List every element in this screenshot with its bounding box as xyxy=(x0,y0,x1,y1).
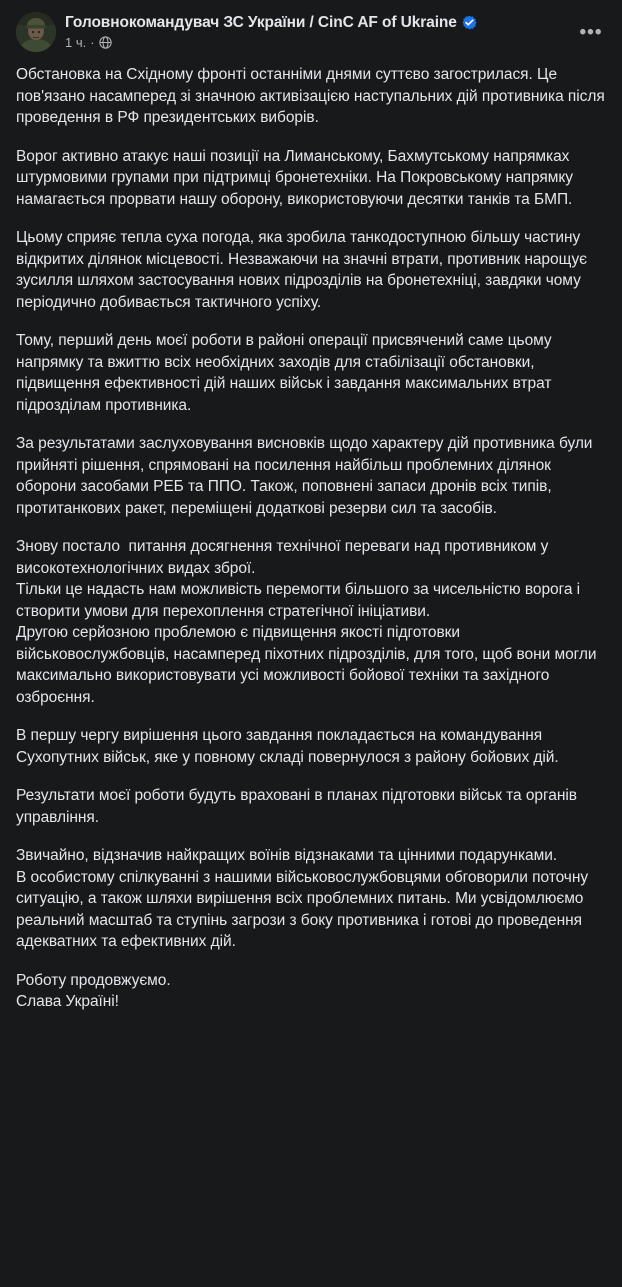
meta-separator: · xyxy=(90,35,95,50)
soldier-portrait-avatar xyxy=(16,12,56,52)
post-paragraph: Звичайно, відзначив найкращих воїнів відзнаками та цінними подарунками. xyxy=(16,847,558,864)
post-paragraph: Цьому сприяє тепла суха погода, яка зробила танкодоступною більшу частину відкритих ділянок місцевості. Незважаючи на значні втрати, противник нарощує зусилля шляхом застосування нових підрозділів на бронетехніці, завдяки чому періодично добивається тактичного успіху. xyxy=(16,229,592,311)
globe-icon[interactable] xyxy=(99,36,112,49)
post-paragraph: Роботу продовжуємо. xyxy=(16,971,171,989)
post-text xyxy=(16,58,609,1013)
post-paragraph: Ворог активно атакує наші позиції на Лиманському, Бахмутському напрямках штурмовими групами при підтримці бронетехніки. На Покровському напрямку намагається прорвати нашу оборону, використовуючи десятки танків та БМП. xyxy=(16,147,578,208)
post-header-text xyxy=(65,12,606,50)
verified-badge-icon xyxy=(462,15,477,30)
post-paragraph: Слава Україні! xyxy=(16,993,119,1010)
post-paragraph: Результати моєї роботи будуть враховані в планах підготовки військ та органів управління. xyxy=(16,787,582,826)
post-paragraph: Обстановка на Східному фронті останніми днями суттєво загострилася. Це пов'язано насамперед зі значною активізацією наступальних дій противника після проведення в РФ президентських виборів. xyxy=(16,66,609,126)
post-paragraph: В особистому спілкуванні з нашими військовослужбовцями обговорили поточну ситуацію, а також шляхи вирішення всіх проблемних питань. Ми усвідомлюємо реальний масштаб та ступінь загрози з боку противника і готові до проведення адекватних та ефективних дій. xyxy=(16,868,593,950)
page-name[interactable]: Головнокомандувач ЗС України / CinC AF of Ukraine xyxy=(65,14,457,31)
avatar[interactable] xyxy=(16,12,56,52)
post-timestamp[interactable]: 1 ч. xyxy=(65,35,87,50)
post-paragraph: Другою серйозною проблемою є підвищення якості підготовки військовослужбовців, насамперед піхотних підрозділів, для того, щоб вони могли максимально використовувати усі можливості бойової техніки та західного озброєння. xyxy=(16,624,601,706)
post-paragraph: Тому, перший день моєї роботи в районі операції присвячений саме цьому напрямку та вжиттю всіх необхідних заходів для стабілізації обстановки, підвищення ефективності дій наших військ і завдання максимальних втрат підрозділам противника. xyxy=(16,332,556,414)
post-paragraph: За результатами заслуховування висновків щодо характеру дій противника були прийняті рішення, спрямовані на посилення найбільш проблемних ділянок оборони засобами РЕБ та ППО. Також, поповнені запаси дронів всіх типів, протитанкових ракет, переміщені додаткові резерви сил та засобів. xyxy=(16,435,597,517)
post-paragraph: Тільки це надасть нам можливість перемогти більшого за чисельністю ворога і створити умови для перехоплення стратегічної ініціативи. xyxy=(16,581,585,620)
post-options-menu-icon[interactable]: ••• xyxy=(579,22,603,43)
author-row xyxy=(65,13,606,32)
post-paragraph: Знову постало питання досягнення технічної переваги над противником у високотехнологічних видах зброї. xyxy=(16,538,553,577)
post-header xyxy=(16,12,606,58)
post-meta xyxy=(65,35,606,50)
post-paragraph: В першу чергу вирішення цього завдання покладається на командування Сухопутних військ, яке у повному складі повернулося з району бойових дій. xyxy=(16,727,559,766)
